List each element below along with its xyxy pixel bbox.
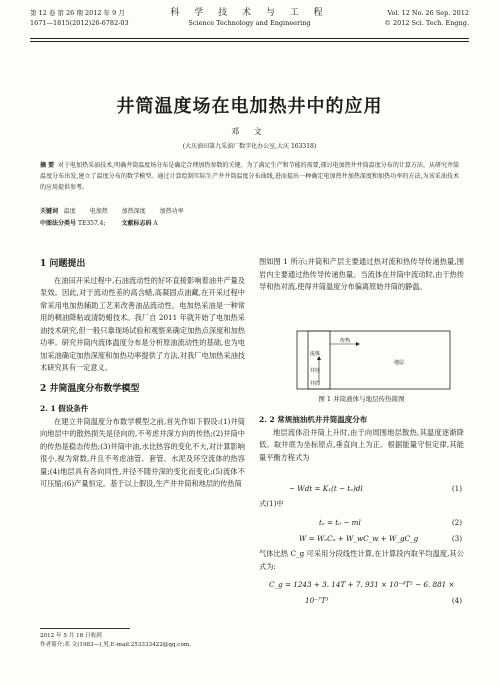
author-bio: 作者简介:邓 文(1983—),男,E-mail:253333422@qq.com。 — [40, 642, 195, 648]
right-column-top — [259, 256, 464, 294]
article-number: 1671—1815(2012)26-6782-03 — [30, 19, 129, 27]
keyword-item: 加热功率 — [159, 208, 184, 215]
section-1-paragraph: 在油田开采过程中,石油流动性的好坏直接影响着油井产量及泵效。因此,对于流动性差的高含蜡,高凝固点油藏,在开采过程中常采用电加热辅助工艺来改善油品流动性。电加热采油是一种常用的稠油降粘或清防蜡技术。我厂自 2011 年就开始了电加热采油技术研究,但一般只靠现场试验和观察来确定加热点深度和加热功率。研究井筒内流体温度分布是分析原油流动性的基础,也为电加采油确定加热深度和加热功率提供了方法,对我厂电加热采油技术研究具有一定意义。 — [40, 275, 245, 372]
equation-1-number: (1) — [451, 484, 462, 493]
label-heat-transfer: 传热 — [340, 338, 351, 344]
received-date: 2012 年 5 月 18 日收到 — [40, 633, 102, 639]
footnote — [40, 632, 250, 650]
abstract-text: 对于电加热采油技术,明确井筒温度场分布是确定合理加热参数的关键。为了满足生产和节能的需要,探讨电加热井井筒温度分布的计算方法。从研究井筒温度分布出发,建立了温度分布的数学模型。通过计算绘制实际生产井井筒温度分布曲线,进而提出一种确定电加热井加热深度和加热功率的方法,为该采油技术的应用提供参考。 — [40, 162, 459, 191]
figure-1-diagram — [296, 330, 451, 390]
clc-label: 中图法分类号 — [40, 220, 77, 227]
keyword-item: 电加热 — [89, 208, 108, 215]
abstract-label: 摘 要 — [40, 162, 55, 169]
equation-2-body: tₑ = t₀ − ml — [319, 518, 361, 527]
doc-code-value: A — [153, 220, 158, 227]
subsection-2-2-title: 2. 2 常规抽油机井井筒温度分布 — [259, 415, 368, 424]
subsection-2-1-paragraph: 在建立井筒温度分布数学模型之前,首先作如下假设:(1)井筒向地层中的散热损失是径向的,不考虑井深方向的传热;(2)井筒中的传热是稳态传热;(3)井筒中油,水比热容的变化不大,对计算影响很小,视为常数,并且不考虑油管、套管、水泥及环空流体的热容量;(4)地层具有各向同性,并径不随井深的变化而变化;(5)流体不可压缩;(6)产量恒定。基于以上假设,生产井井筒和地层的传热简 — [40, 416, 245, 488]
equation-intro-text: 式(1)中 — [259, 499, 284, 508]
keyword-item: 加热深度 — [121, 208, 146, 215]
label-wellbore: 井筒 — [310, 381, 321, 387]
left-column — [40, 258, 245, 491]
right-intro-paragraph: 图如图 1 所示;井筒和产层主要通过热对流和热传导传递热量,围岩内主要通过热传导传递热量。当流体在井筒中流动时,由于热传导和热对流,使得井筒温度分布偏离原始井筒的静温。 — [259, 257, 464, 291]
label-formation: 地层 — [394, 360, 405, 366]
classification — [40, 219, 459, 229]
subsection-2-2-paragraph: 地层流体沿井筒上升时,由于向周围地层散热,其温度逐渐降低。取井底为坐标原点,垂直向上为正。根据能量守恒定律,其能量平衡方程式为 — [259, 427, 464, 462]
equation-4-number: (4) — [451, 596, 462, 605]
abstract — [40, 160, 459, 193]
keyword-item: 温度 — [63, 208, 76, 215]
equation-4-body: C_g = 1243 + 3. 14T + 7. 931 × 10⁻⁴T² − 6. 881 × — [269, 580, 455, 589]
volume-issue: 第 12 卷 第 26 期 2012 年 9 月 — [30, 9, 125, 17]
label-fluid: 流体 — [310, 351, 321, 357]
heat-arrow-head — [356, 342, 360, 346]
equation-2-number: (2) — [451, 518, 462, 527]
journal-name-en: Science Technology and Engineering — [188, 19, 311, 27]
right-column-lower — [259, 414, 464, 464]
figure-1-caption: 图 1 井筒液体与地层传热简图 — [318, 395, 405, 403]
vol-no-en: Vol. 12 No. 26 Sep. 2012 — [387, 9, 469, 17]
affiliation: (大庆油田第九采油厂数字化办公室,大庆 163318) — [182, 143, 317, 150]
equation-4-cont-body: 10⁻⁷T³ — [305, 596, 329, 605]
doc-code-label: 文献标志码 — [121, 220, 152, 227]
journal-header — [30, 8, 469, 36]
equation-1-body: − Wdt = K₁(t − tₑ)dl — [289, 484, 363, 493]
paper-title: 井筒温度场在电加热井中的应用 — [116, 96, 383, 117]
header-right — [384, 8, 469, 28]
label-well-radius: 井径 — [310, 368, 321, 374]
clc-value: TE357.4; — [77, 220, 106, 227]
section-1-title: 1 问题提出 — [40, 259, 86, 269]
footnote-rule — [40, 628, 130, 629]
journal-name-cn: 科 学 技 术 与 工 程 — [170, 8, 329, 18]
equation-3-body: W = WₒCₒ + W_wC_w + W_gC_g — [299, 534, 419, 543]
copyright: © 2012 Sci. Tech. Engng. — [384, 19, 469, 27]
header-rule-thin — [30, 41, 469, 42]
header-rule-thick — [30, 38, 469, 39]
author-name: 邓 文 — [231, 127, 268, 136]
equation-3-number: (3) — [451, 534, 462, 543]
equation-intro — [259, 498, 464, 511]
post-equation-paragraph: 气体比热 C_g 可采用分段线性计算,在计算段内取平均温度,其公式为: — [259, 549, 464, 571]
keywords-label: 关键词 — [40, 208, 59, 215]
keywords — [40, 207, 459, 217]
section-2-title: 2 井筒温度分布数学模型 — [40, 383, 140, 394]
right-column-post-eq — [259, 548, 464, 573]
subsection-2-1-title: 2. 1 假设条件 — [40, 404, 89, 413]
